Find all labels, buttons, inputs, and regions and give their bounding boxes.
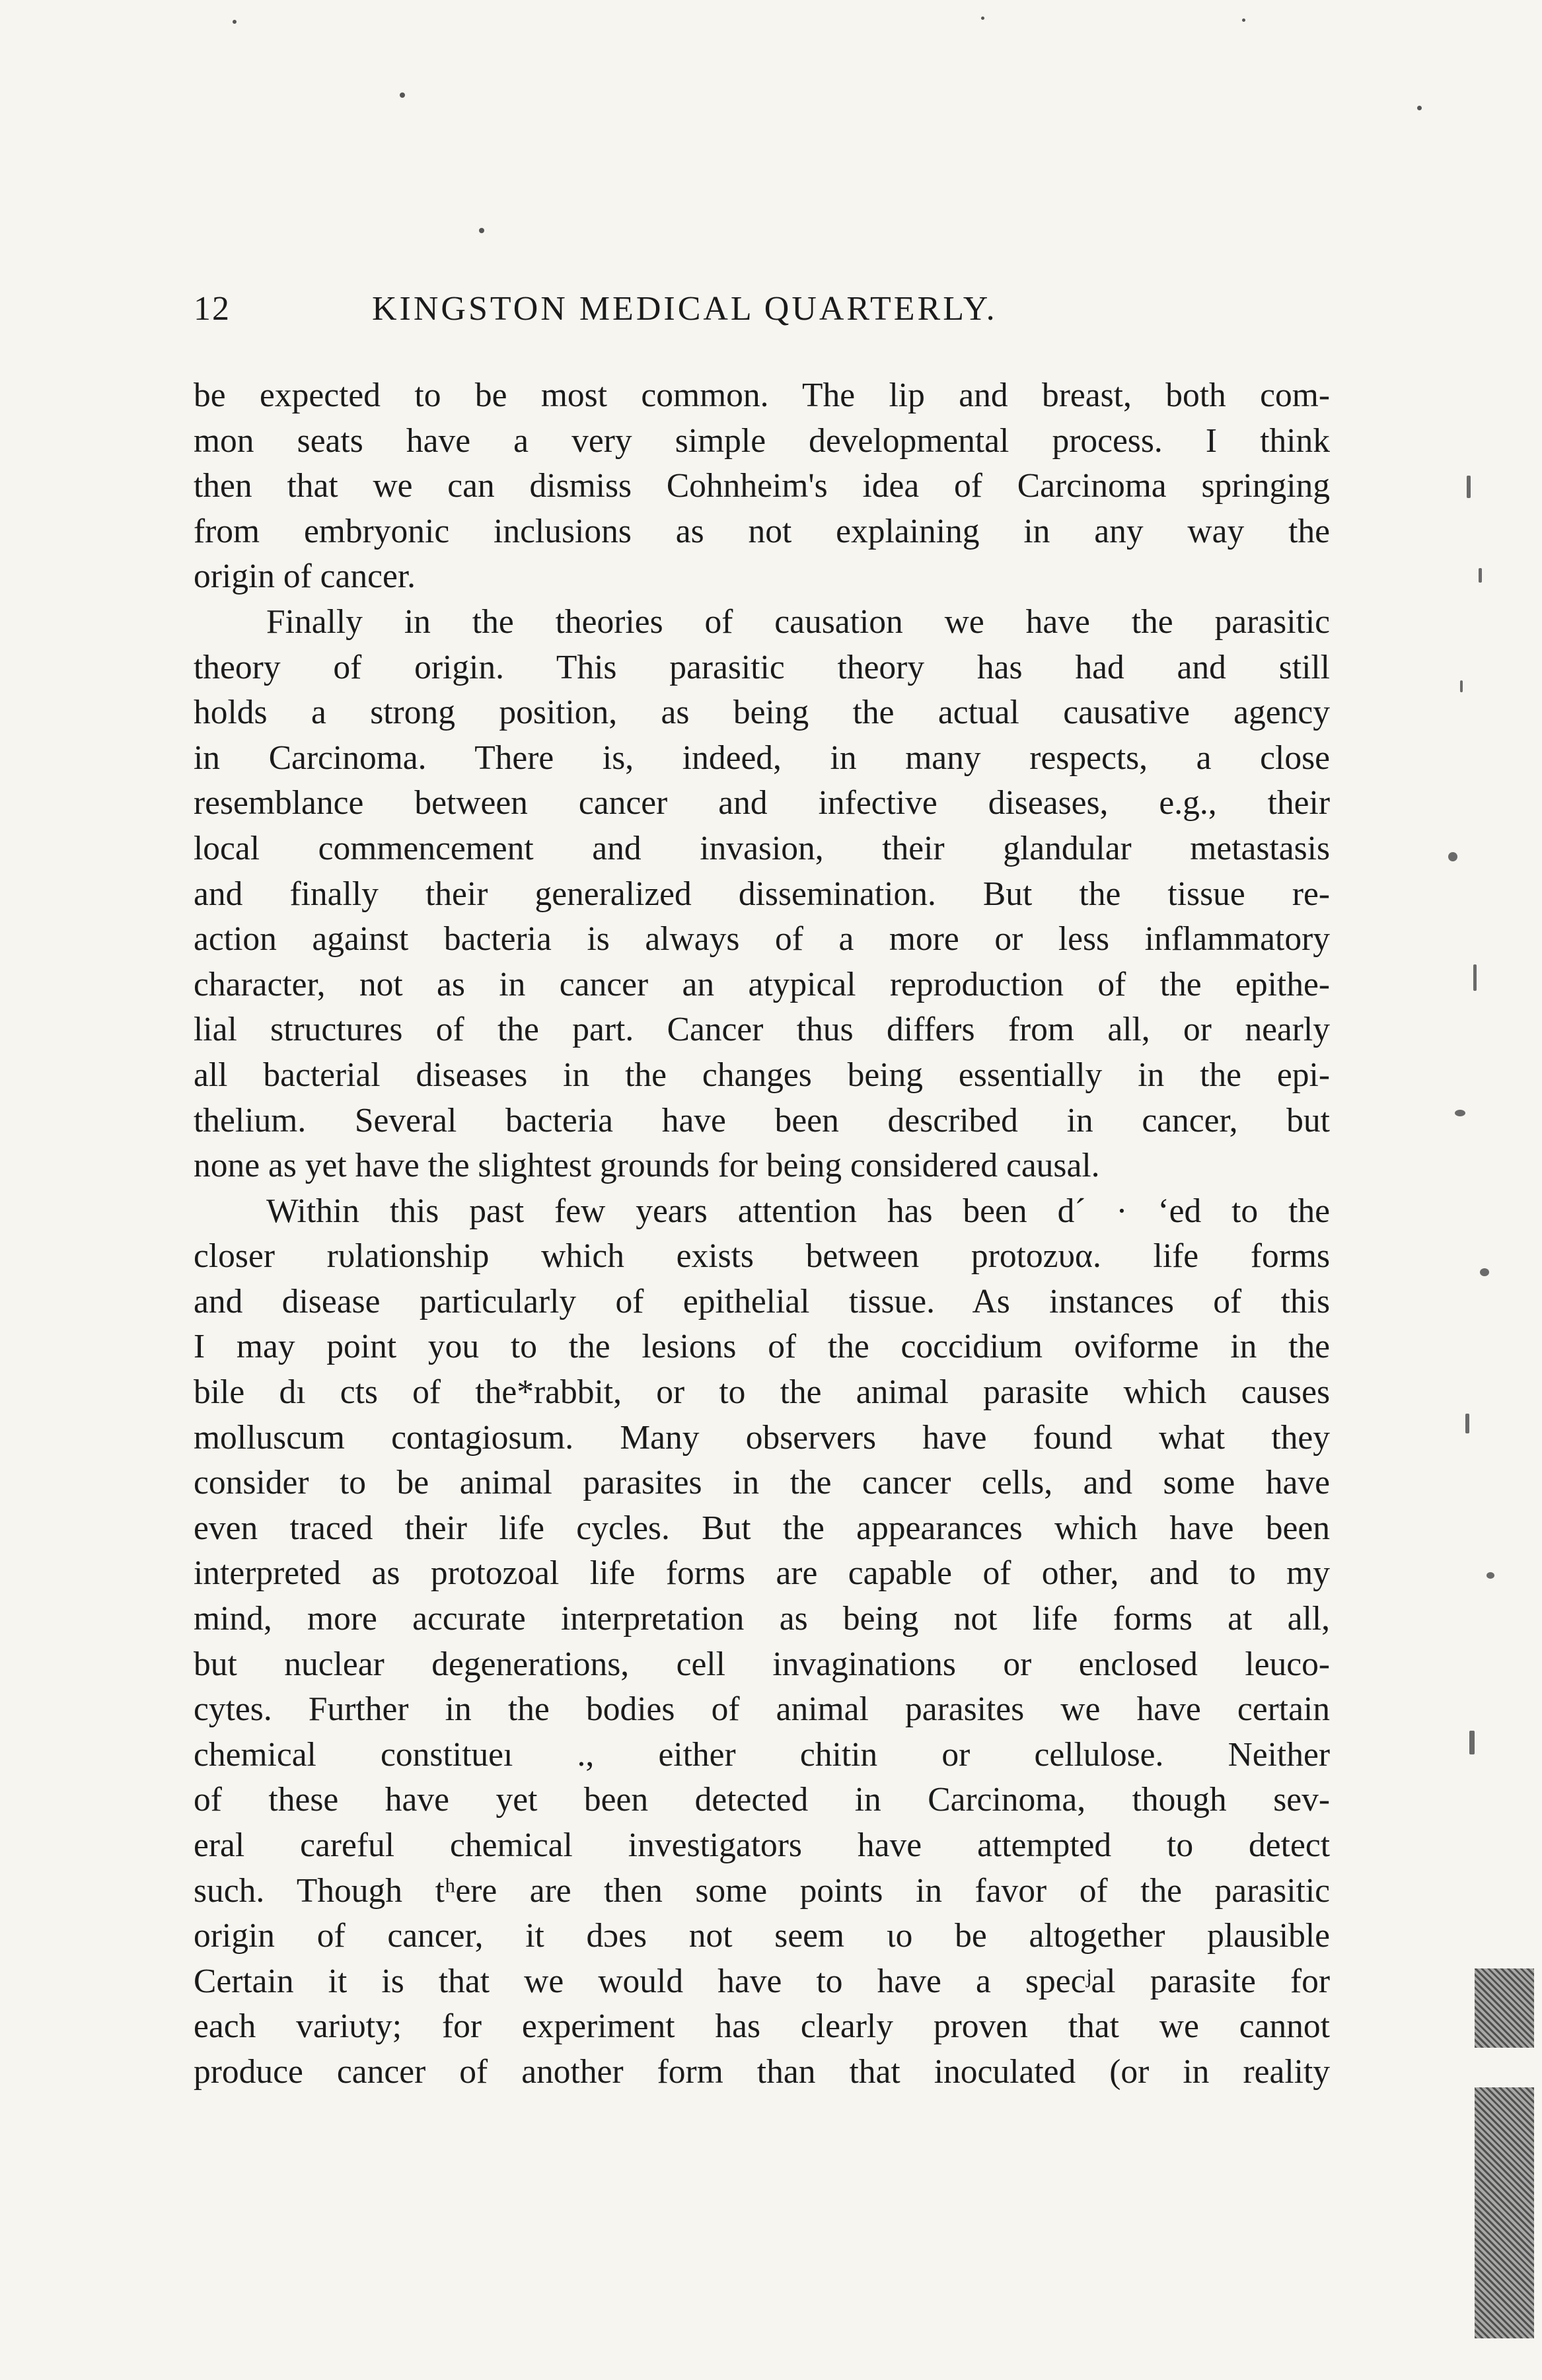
text-line: I may point you to the lesions of the coccidium oviforme in the: [194, 1328, 1330, 1366]
text-line: lial structures of the part. Cancer thus differs from all, or nearly: [194, 1011, 1330, 1049]
text-line: molluscum contagiosum. Many observers have found what they: [194, 1418, 1330, 1457]
text-line: then that we can dismiss Cohnheim's idea of Carcinoma springing: [194, 467, 1330, 505]
text-line: thelium. Several bacteria have been described in cancer, but: [194, 1101, 1330, 1139]
text-line: action against bacteria is always of a more or less inflammatory: [194, 920, 1330, 958]
text-line: and finally their generalized dissemination. But the tissue re-: [194, 875, 1330, 913]
text-line: each variυty; for experiment has clearly proven that we cannot: [194, 2007, 1330, 2046]
text-line: produce cancer of another form than that inoculated (or in reality: [194, 2052, 1330, 2091]
top-print-speck: [400, 92, 405, 98]
text-line: of these have yet been detected in Carcinoma, though sev-: [194, 1781, 1330, 1819]
running-head: [194, 289, 1330, 342]
top-print-speck: [479, 228, 484, 233]
text-line: closer rυlationship which exists between protozυα. life forms: [194, 1237, 1330, 1276]
text-line: such. Though tʰere are then some points in favor of the parasitic: [194, 1871, 1330, 1910]
text-line: cytes. Further in the bodies of animal parasites we have certain: [194, 1690, 1330, 1729]
top-print-speck: [233, 20, 237, 24]
text-line: character, not as in cancer an atypical reproduction of the epithe-: [194, 965, 1330, 1003]
top-print-speck: [1242, 18, 1245, 22]
text-line: local commencement and invasion, their glandular metastasis: [194, 829, 1330, 867]
text-line: theory of origin. This parasitic theory has had and still: [194, 648, 1330, 686]
text-line: none as yet have the slightest grounds for being considered causal.: [194, 1147, 1100, 1185]
text-line: origin of cancer, it dɔes not seem ιo be altogether plausible: [194, 1917, 1330, 1955]
text-line: mon seats have a very simple developmental process. I think: [194, 421, 1330, 460]
page-edge-shadow: [1475, 2087, 1534, 2338]
text-line: Finally in the theories of causation we have the parasitic: [266, 602, 1330, 641]
text-line: resemblance between cancer and infective diseases, e.g., their: [194, 784, 1330, 822]
page-number: 12: [194, 290, 231, 328]
page-edge-shadow: [1475, 1968, 1534, 2048]
text-line: mind, more accurate interpretation as being not life forms at all,: [194, 1600, 1330, 1638]
text-line: be expected to be most common. The lip and breast, both com-: [194, 377, 1330, 414]
text-line: Certain it is that we would have to have a specʲal parasite for: [194, 1962, 1330, 2000]
top-print-speck: [1417, 106, 1422, 110]
text-line: Within this past few years attention has been d´ · ʻed to the: [266, 1192, 1330, 1230]
text-line: eral careful chemical investigators have attempted to detect: [194, 1826, 1330, 1864]
text-line: bile dı cts of the*rabbit, or to the animal parasite which causes: [194, 1373, 1330, 1412]
text-line: origin of cancer.: [194, 558, 416, 596]
text-line: chemical constitueı ., either chitin or cellulose. Neither: [194, 1735, 1330, 1774]
text-line: in Carcinoma. There is, indeed, in many respects, a close: [194, 739, 1330, 777]
text-line: from embryonic inclusions as not explaining in any way the: [194, 512, 1330, 550]
text-line: even traced their life cycles. But the appearances which have been: [194, 1509, 1330, 1547]
text-line: holds a strong position, as being the actual causative agency: [194, 694, 1330, 732]
text-line: interpreted as protozoal life forms are capable of other, and to my: [194, 1554, 1330, 1593]
text-line: and disease particularly of epithelial tissue. As instances of this: [194, 1282, 1330, 1320]
text-line: consider to be animal parasites in the cancer cells, and some have: [194, 1464, 1330, 1502]
top-print-speck: [981, 17, 984, 20]
journal-title: KINGSTON MEDICAL QUARTERLY.: [372, 290, 998, 328]
body-text: [194, 373, 1330, 2095]
text-line: but nuclear degenerations, cell invaginations or enclosed leuco-: [194, 1645, 1330, 1683]
text-line: all bacterial diseases in the changes being essentially in the epi-: [194, 1056, 1330, 1094]
